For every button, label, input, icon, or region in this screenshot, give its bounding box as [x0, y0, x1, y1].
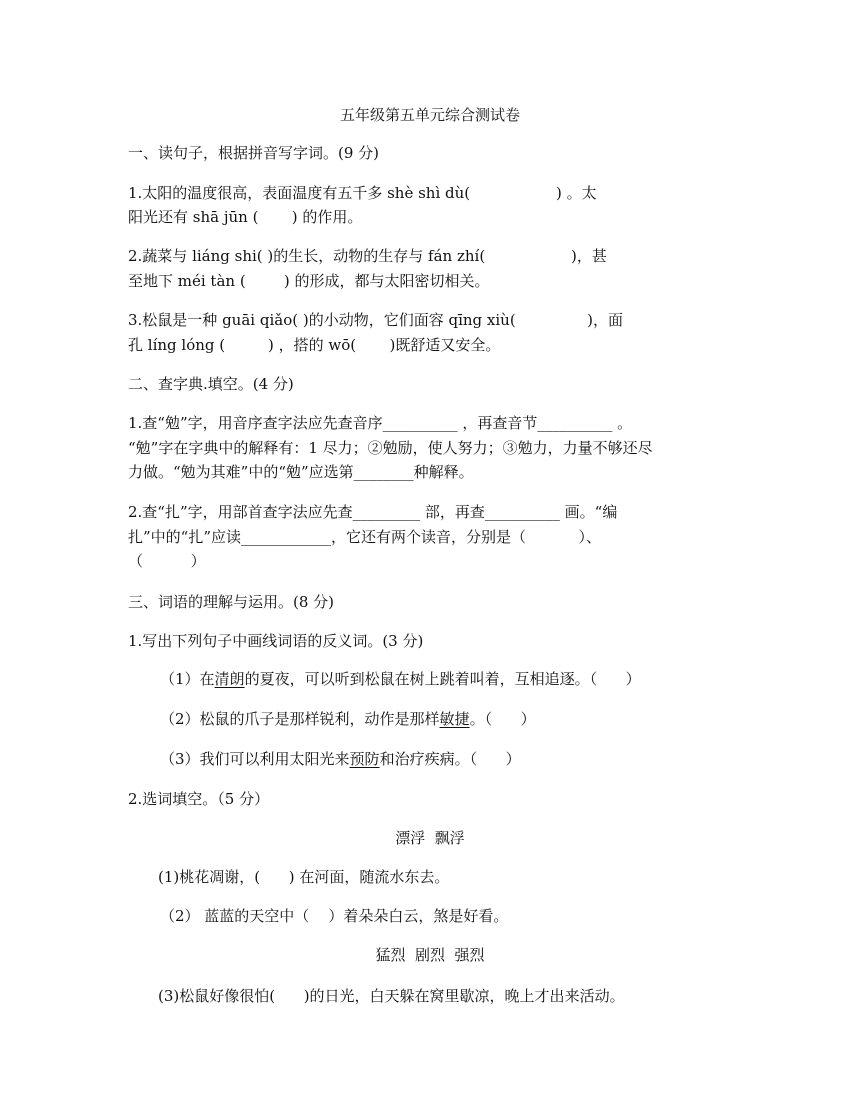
- section-3-heading: 三、词语的理解与运用。(8 分): [128, 593, 335, 611]
- word-choice-group-1: 漂浮 飘浮: [395, 829, 465, 847]
- underlined-word: 清朗: [214, 670, 245, 688]
- s2-q2-line3: （ ）: [128, 552, 206, 570]
- s3-sub2-item-3: (3)松鼠好像很怕( )的日光，白天躲在窝里歇凉，晚上才出来活动。: [158, 987, 625, 1005]
- underlined-word: 预防: [349, 750, 380, 768]
- item-text-before: （2）松鼠的爪子是那样锐利，动作是那样: [160, 710, 440, 728]
- s2-q2-line2: 扎”中的“扎”应读____________，它还有两个读音，分别是（ ）、: [128, 528, 601, 546]
- s2-q1-line1: 1.查“勉”字，用音序查字法应先查音序__________ ，再查音节__________ 。: [128, 414, 633, 432]
- s1-q2-line1: 2.蔬菜与 liáng shi( )的生长，动物的生存与 fán zhí( )，甚: [128, 247, 607, 265]
- s1-q1-line2: 阳光还有 shā jūn ( ) 的作用。: [128, 208, 363, 226]
- s2-q1-line3: 力做。“勉为其难”中的“勉”应选第________种解释。: [128, 463, 474, 481]
- s3-sub2-heading: 2.选词填空。（5 分）: [128, 790, 270, 808]
- s3-sub2-item-2: （2） 蓝蓝的天空中（ ）着朵朵白云，煞是好看。: [160, 907, 509, 925]
- s2-q2-line1: 2.查“扎”字，用部首查字法应先查_________ 部，再查__________ 画。“编: [128, 503, 618, 521]
- word-choice-group-2: 猛烈 剧烈 强烈: [375, 946, 485, 964]
- s1-q1-line1: 1.太阳的温度很高，表面温度有五千多 shè shì dù( ) 。太: [128, 184, 597, 202]
- item-text-after: 。（ ）: [469, 710, 536, 728]
- s2-q1-line2: “勉”字在字典中的解释有：1 尽力；②勉励，使人努力；③勉力，力量不够还尽: [128, 439, 653, 457]
- s3-sub1-item-3: [160, 748, 521, 770]
- s3-sub1-item-1: [160, 668, 641, 690]
- item-text-after: 和治疗疾病。（ ）: [379, 750, 521, 768]
- s3-sub2-item-1: (1)桃花凋谢，( ) 在河面，随流水东去。: [158, 868, 450, 886]
- underlined-word: 敏捷: [439, 710, 470, 728]
- item-text-before: （1）在: [160, 670, 215, 688]
- item-text-before: （3）我们可以利用太阳光来: [160, 750, 350, 768]
- section-1-heading: 一、读句子，根据拼音写字词。(9 分): [128, 144, 380, 162]
- s1-q3-line2: 孔 líng lóng ( ) ，搭的 wō( )既舒适又安全。: [128, 336, 501, 354]
- s3-sub1-item-2: [160, 708, 536, 730]
- page-title: 五年级第五单元综合测试卷: [339, 106, 520, 124]
- item-text-after: 的夏夜，可以听到松鼠在树上跳着叫着，互相追逐。（ ）: [244, 670, 641, 688]
- s3-sub1-heading: 1.写出下列句子中画线词语的反义词。(3 分): [128, 632, 424, 650]
- section-2-heading: 二、查字典.填空。(4 分): [128, 375, 294, 393]
- s1-q3-line1: 3.松鼠是一种 guāi qiǎo( )的小动物，它们面容 qīng xiù( )，面: [128, 311, 624, 329]
- s1-q2-line2: 至地下 méi tàn ( ) 的形成，都与太阳密切相关。: [128, 272, 490, 290]
